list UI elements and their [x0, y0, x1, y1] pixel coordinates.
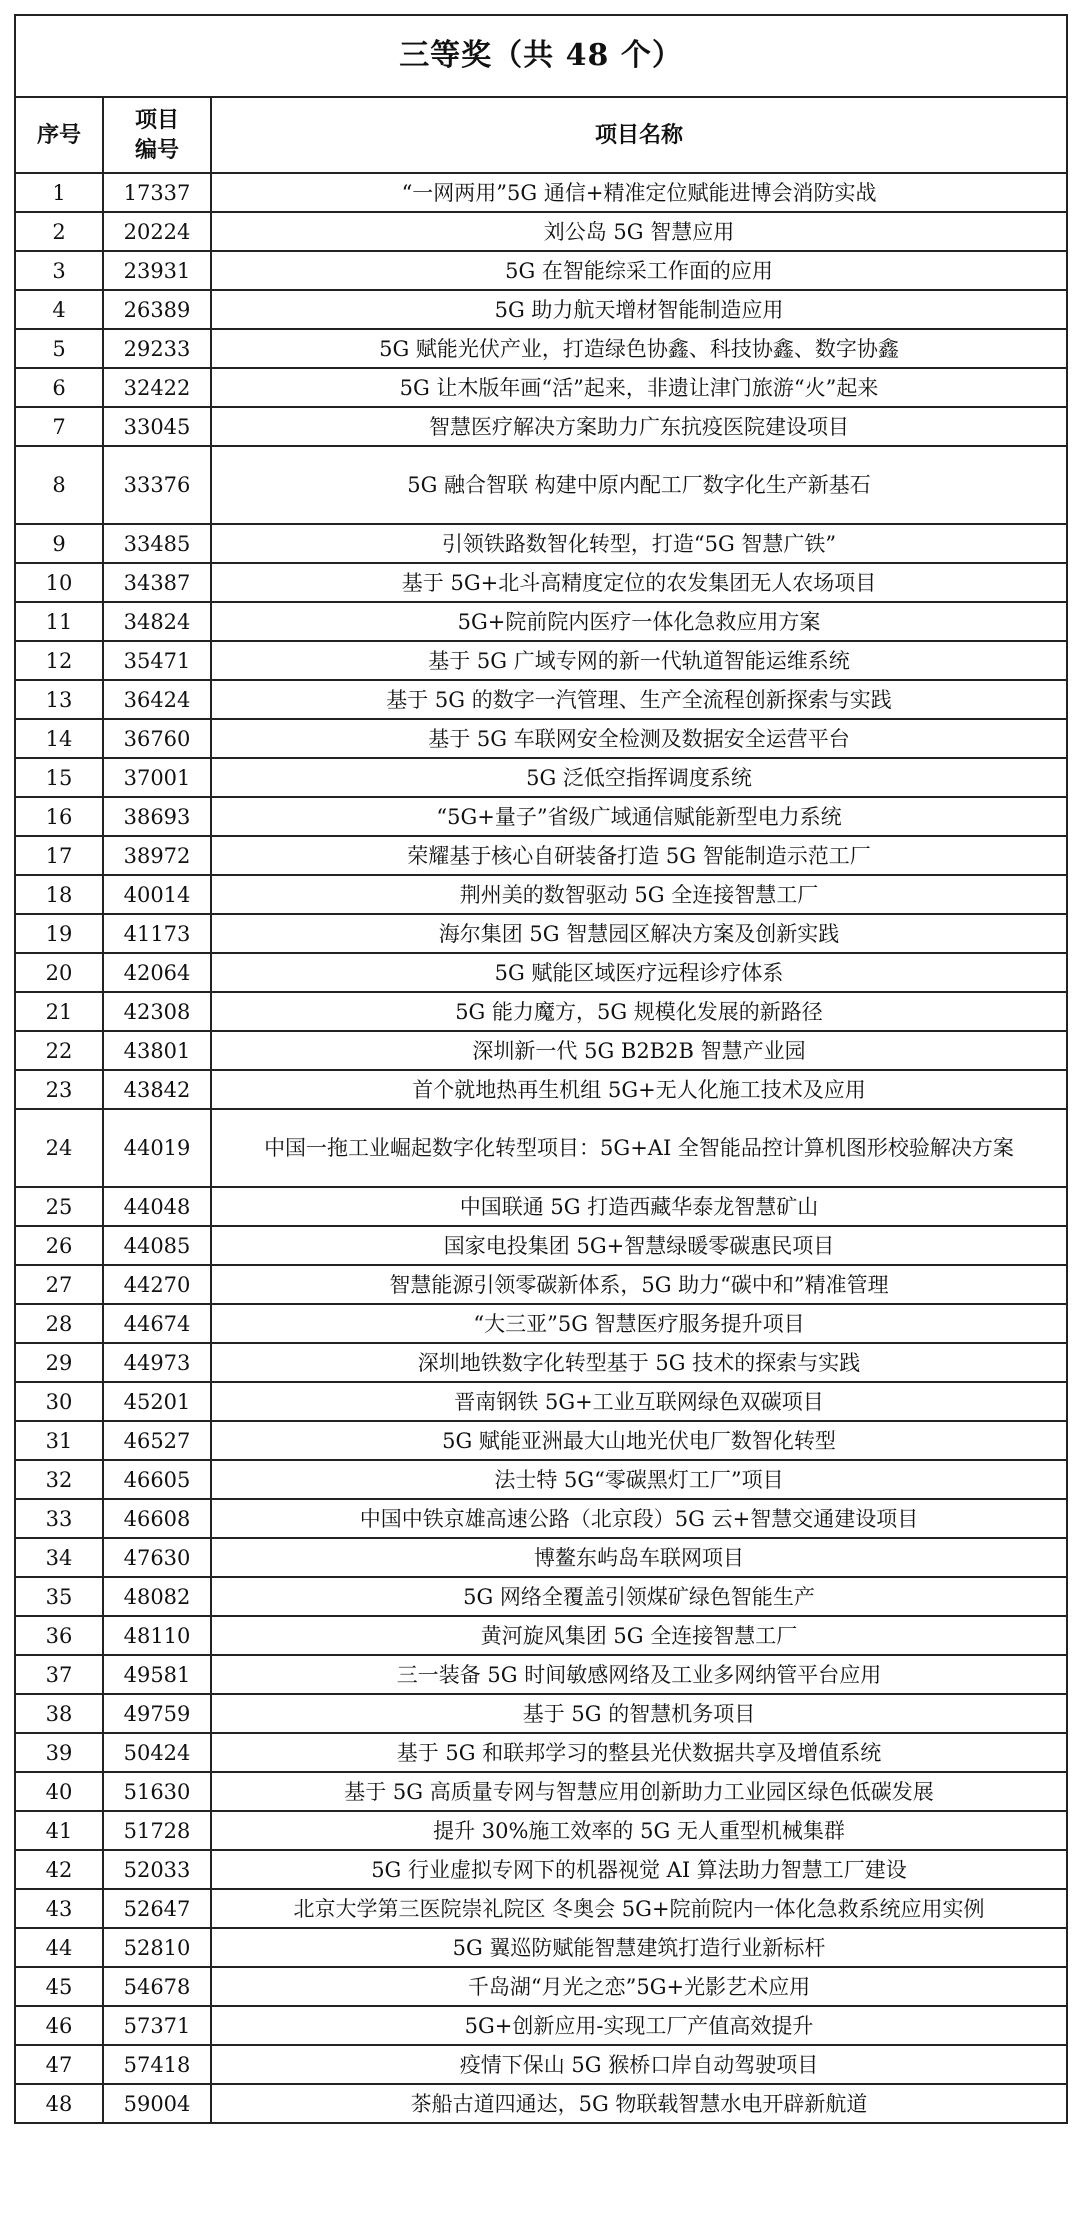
- table-row: [15, 2084, 1067, 2123]
- cell-code: 49759: [103, 1694, 211, 1733]
- cell-name: 5G+院前院内医疗一体化急救应用方案: [211, 602, 1067, 641]
- cell-code: 38972: [103, 836, 211, 875]
- cell-seq: 12: [15, 641, 103, 680]
- cell-seq: 45: [15, 1967, 103, 2006]
- cell-code: 40014: [103, 875, 211, 914]
- table-row: [15, 563, 1067, 602]
- table-row: [15, 1577, 1067, 1616]
- cell-name: 黄河旋风集团 5G 全连接智慧工厂: [211, 1616, 1067, 1655]
- cell-name: 法士特 5G“零碳黑灯工厂”项目: [211, 1460, 1067, 1499]
- cell-code: 33485: [103, 524, 211, 563]
- table-row: [15, 1382, 1067, 1421]
- table-body: [15, 173, 1067, 2123]
- cell-code: 29233: [103, 329, 211, 368]
- cell-code: 59004: [103, 2084, 211, 2123]
- table-row: [15, 797, 1067, 836]
- table-row: [15, 836, 1067, 875]
- cell-name: 深圳新一代 5G B2B2B 智慧产业园: [211, 1031, 1067, 1070]
- cell-code: 36760: [103, 719, 211, 758]
- cell-seq: 32: [15, 1460, 103, 1499]
- cell-name: 5G 泛低空指挥调度系统: [211, 758, 1067, 797]
- cell-code: 35471: [103, 641, 211, 680]
- cell-seq: 6: [15, 368, 103, 407]
- cell-seq: 28: [15, 1304, 103, 1343]
- cell-name: 基于 5G 广域专网的新一代轨道智能运维系统: [211, 641, 1067, 680]
- cell-seq: 37: [15, 1655, 103, 1694]
- cell-code: 37001: [103, 758, 211, 797]
- cell-seq: 2: [15, 212, 103, 251]
- cell-code: 44085: [103, 1226, 211, 1265]
- cell-code: 46608: [103, 1499, 211, 1538]
- table-row: [15, 1811, 1067, 1850]
- cell-seq: 24: [15, 1109, 103, 1187]
- cell-code: 41173: [103, 914, 211, 953]
- cell-name: 5G 让木版年画“活”起来，非遗让津门旅游“火”起来: [211, 368, 1067, 407]
- cell-name: 5G+创新应用-实现工厂产值高效提升: [211, 2006, 1067, 2045]
- table-row: [15, 1304, 1067, 1343]
- cell-name: 基于 5G 车联网安全检测及数据安全运营平台: [211, 719, 1067, 758]
- cell-code: 50424: [103, 1733, 211, 1772]
- cell-name: 5G 赋能区域医疗远程诊疗体系: [211, 953, 1067, 992]
- cell-code: 44674: [103, 1304, 211, 1343]
- cell-name: 5G 赋能光伏产业，打造绿色协鑫、科技协鑫、数字协鑫: [211, 329, 1067, 368]
- cell-seq: 23: [15, 1070, 103, 1109]
- table-row: [15, 1421, 1067, 1460]
- cell-seq: 5: [15, 329, 103, 368]
- table-row: [15, 524, 1067, 563]
- cell-seq: 46: [15, 2006, 103, 2045]
- table-row: [15, 992, 1067, 1031]
- cell-code: 54678: [103, 1967, 211, 2006]
- cell-seq: 42: [15, 1850, 103, 1889]
- cell-name: 荆州美的数智驱动 5G 全连接智慧工厂: [211, 875, 1067, 914]
- cell-code: 49581: [103, 1655, 211, 1694]
- cell-code: 33045: [103, 407, 211, 446]
- cell-seq: 18: [15, 875, 103, 914]
- cell-name: 三一装备 5G 时间敏感网络及工业多网纳管平台应用: [211, 1655, 1067, 1694]
- table-row: [15, 1031, 1067, 1070]
- cell-seq: 25: [15, 1187, 103, 1226]
- cell-seq: 38: [15, 1694, 103, 1733]
- cell-name: 5G 行业虚拟专网下的机器视觉 AI 算法助力智慧工厂建设: [211, 1850, 1067, 1889]
- table-row: [15, 1850, 1067, 1889]
- cell-name: 中国一拖工业崛起数字化转型项目：5G+AI 全智能品控计算机图形校验解决方案: [211, 1109, 1067, 1187]
- cell-seq: 11: [15, 602, 103, 641]
- cell-name: 5G 网络全覆盖引领煤矿绿色智能生产: [211, 1577, 1067, 1616]
- cell-name: 智慧能源引领零碳新体系，5G 助力“碳中和”精准管理: [211, 1265, 1067, 1304]
- table-row: [15, 290, 1067, 329]
- cell-name: 5G 赋能亚洲最大山地光伏电厂数智化转型: [211, 1421, 1067, 1460]
- cell-code: 44048: [103, 1187, 211, 1226]
- table-row: [15, 1109, 1067, 1187]
- table-row: [15, 1265, 1067, 1304]
- cell-code: 33376: [103, 446, 211, 524]
- cell-seq: 21: [15, 992, 103, 1031]
- table-row: [15, 1967, 1067, 2006]
- cell-seq: 39: [15, 1733, 103, 1772]
- cell-code: 17337: [103, 173, 211, 212]
- table-row: [15, 719, 1067, 758]
- table-row: [15, 1733, 1067, 1772]
- cell-name: 基于 5G 和联邦学习的整县光伏数据共享及增值系统: [211, 1733, 1067, 1772]
- cell-name: 5G 融合智联 构建中原内配工厂数字化生产新基石: [211, 446, 1067, 524]
- table-row: [15, 1226, 1067, 1265]
- table-row: [15, 1070, 1067, 1109]
- cell-code: 44973: [103, 1343, 211, 1382]
- cell-name: 千岛湖“月光之恋”5G+光影艺术应用: [211, 1967, 1067, 2006]
- cell-seq: 33: [15, 1499, 103, 1538]
- cell-name: 基于 5G 高质量专网与智慧应用创新助力工业园区绿色低碳发展: [211, 1772, 1067, 1811]
- cell-seq: 36: [15, 1616, 103, 1655]
- cell-code: 48110: [103, 1616, 211, 1655]
- table-row: [15, 1655, 1067, 1694]
- cell-code: 43801: [103, 1031, 211, 1070]
- cell-seq: 3: [15, 251, 103, 290]
- table-row: [15, 914, 1067, 953]
- table-row: [15, 1187, 1067, 1226]
- cell-seq: 47: [15, 2045, 103, 2084]
- header-code-line1: 项目: [134, 107, 179, 133]
- table-row: [15, 446, 1067, 524]
- cell-code: 52647: [103, 1889, 211, 1928]
- cell-seq: 40: [15, 1772, 103, 1811]
- cell-code: 42064: [103, 953, 211, 992]
- table-row: [15, 602, 1067, 641]
- table-row: [15, 758, 1067, 797]
- awards-table: [14, 14, 1068, 2124]
- cell-seq: 9: [15, 524, 103, 563]
- cell-seq: 29: [15, 1343, 103, 1382]
- cell-name: 首个就地热再生机组 5G+无人化施工技术及应用: [211, 1070, 1067, 1109]
- table-title-row: [15, 15, 1067, 97]
- table-row: [15, 1694, 1067, 1733]
- cell-code: 34387: [103, 563, 211, 602]
- cell-code: 34824: [103, 602, 211, 641]
- cell-code: 45201: [103, 1382, 211, 1421]
- cell-code: 36424: [103, 680, 211, 719]
- cell-code: 51728: [103, 1811, 211, 1850]
- cell-seq: 35: [15, 1577, 103, 1616]
- table-row: [15, 212, 1067, 251]
- table-row: [15, 680, 1067, 719]
- cell-seq: 30: [15, 1382, 103, 1421]
- table-row: [15, 368, 1067, 407]
- cell-code: 52810: [103, 1928, 211, 1967]
- cell-seq: 22: [15, 1031, 103, 1070]
- cell-seq: 16: [15, 797, 103, 836]
- cell-code: 32422: [103, 368, 211, 407]
- cell-name: 茶船古道四通达，5G 物联载智慧水电开辟新航道: [211, 2084, 1067, 2123]
- cell-seq: 15: [15, 758, 103, 797]
- cell-name: 引领铁路数智化转型，打造“5G 智慧广铁”: [211, 524, 1067, 563]
- header-name: 项目名称: [211, 97, 1067, 173]
- cell-seq: 14: [15, 719, 103, 758]
- cell-name: 疫情下保山 5G 猴桥口岸自动驾驶项目: [211, 2045, 1067, 2084]
- cell-seq: 41: [15, 1811, 103, 1850]
- table-row: [15, 1499, 1067, 1538]
- cell-name: 国家电投集团 5G+智慧绿暖零碳惠民项目: [211, 1226, 1067, 1265]
- cell-name: 基于 5G+北斗高精度定位的农发集团无人农场项目: [211, 563, 1067, 602]
- cell-code: 57418: [103, 2045, 211, 2084]
- cell-code: 44019: [103, 1109, 211, 1187]
- table-row: [15, 1538, 1067, 1577]
- cell-seq: 10: [15, 563, 103, 602]
- cell-name: 提升 30%施工效率的 5G 无人重型机械集群: [211, 1811, 1067, 1850]
- header-seq: 序号: [15, 97, 103, 173]
- cell-name: 5G 助力航天增材智能制造应用: [211, 290, 1067, 329]
- cell-seq: 27: [15, 1265, 103, 1304]
- cell-seq: 8: [15, 446, 103, 524]
- table-row: [15, 2045, 1067, 2084]
- table-row: [15, 2006, 1067, 2045]
- cell-name: 智慧医疗解决方案助力广东抗疫医院建设项目: [211, 407, 1067, 446]
- table-row: [15, 1616, 1067, 1655]
- cell-name: 中国联通 5G 打造西藏华泰龙智慧矿山: [211, 1187, 1067, 1226]
- cell-name: 5G 在智能综采工作面的应用: [211, 251, 1067, 290]
- cell-seq: 1: [15, 173, 103, 212]
- cell-seq: 43: [15, 1889, 103, 1928]
- cell-name: 5G 翼巡防赋能智慧建筑打造行业新标杆: [211, 1928, 1067, 1967]
- table-row: [15, 1343, 1067, 1382]
- cell-seq: 19: [15, 914, 103, 953]
- cell-name: 中国中铁京雄高速公路（北京段）5G 云+智慧交通建设项目: [211, 1499, 1067, 1538]
- cell-code: 47630: [103, 1538, 211, 1577]
- cell-name: 5G 能力魔方，5G 规模化发展的新路径: [211, 992, 1067, 1031]
- cell-code: 20224: [103, 212, 211, 251]
- column-header-row: [15, 97, 1067, 173]
- cell-seq: 26: [15, 1226, 103, 1265]
- table-row: [15, 1772, 1067, 1811]
- header-code-line2: 编号: [134, 137, 179, 163]
- cell-seq: 17: [15, 836, 103, 875]
- cell-name: 荣耀基于核心自研装备打造 5G 智能制造示范工厂: [211, 836, 1067, 875]
- cell-seq: 4: [15, 290, 103, 329]
- cell-name: 基于 5G 的数字一汽管理、生产全流程创新探索与实践: [211, 680, 1067, 719]
- cell-code: 38693: [103, 797, 211, 836]
- cell-code: 44270: [103, 1265, 211, 1304]
- cell-code: 57371: [103, 2006, 211, 2045]
- cell-code: 46527: [103, 1421, 211, 1460]
- cell-code: 46605: [103, 1460, 211, 1499]
- awards-table-container: [14, 14, 1066, 2124]
- cell-seq: 7: [15, 407, 103, 446]
- table-row: [15, 953, 1067, 992]
- cell-code: 52033: [103, 1850, 211, 1889]
- cell-name: 海尔集团 5G 智慧园区解决方案及创新实践: [211, 914, 1067, 953]
- cell-code: 43842: [103, 1070, 211, 1109]
- table-title: 三等奖（共 48 个）: [15, 15, 1067, 97]
- table-row: [15, 251, 1067, 290]
- cell-name: 深圳地铁数字化转型基于 5G 技术的探索与实践: [211, 1343, 1067, 1382]
- cell-code: 48082: [103, 1577, 211, 1616]
- cell-name: “一网两用”5G 通信+精准定位赋能进博会消防实战: [211, 173, 1067, 212]
- header-code: [103, 97, 211, 173]
- cell-seq: 34: [15, 1538, 103, 1577]
- cell-name: 晋南钢铁 5G+工业互联网绿色双碳项目: [211, 1382, 1067, 1421]
- cell-seq: 13: [15, 680, 103, 719]
- cell-name: 基于 5G 的智慧机务项目: [211, 1694, 1067, 1733]
- cell-code: 51630: [103, 1772, 211, 1811]
- cell-seq: 31: [15, 1421, 103, 1460]
- cell-code: 42308: [103, 992, 211, 1031]
- table-row: [15, 1928, 1067, 1967]
- table-row: [15, 641, 1067, 680]
- table-row: [15, 1889, 1067, 1928]
- cell-seq: 20: [15, 953, 103, 992]
- table-row: [15, 1460, 1067, 1499]
- cell-seq: 44: [15, 1928, 103, 1967]
- cell-name: 北京大学第三医院崇礼院区 冬奥会 5G+院前院内一体化急救系统应用实例: [211, 1889, 1067, 1928]
- table-row: [15, 407, 1067, 446]
- cell-name: “5G+量子”省级广域通信赋能新型电力系统: [211, 797, 1067, 836]
- cell-name: 博鳌东屿岛车联网项目: [211, 1538, 1067, 1577]
- table-row: [15, 329, 1067, 368]
- cell-seq: 48: [15, 2084, 103, 2123]
- cell-name: 刘公岛 5G 智慧应用: [211, 212, 1067, 251]
- cell-name: “大三亚”5G 智慧医疗服务提升项目: [211, 1304, 1067, 1343]
- table-row: [15, 173, 1067, 212]
- cell-code: 23931: [103, 251, 211, 290]
- table-row: [15, 875, 1067, 914]
- cell-code: 26389: [103, 290, 211, 329]
